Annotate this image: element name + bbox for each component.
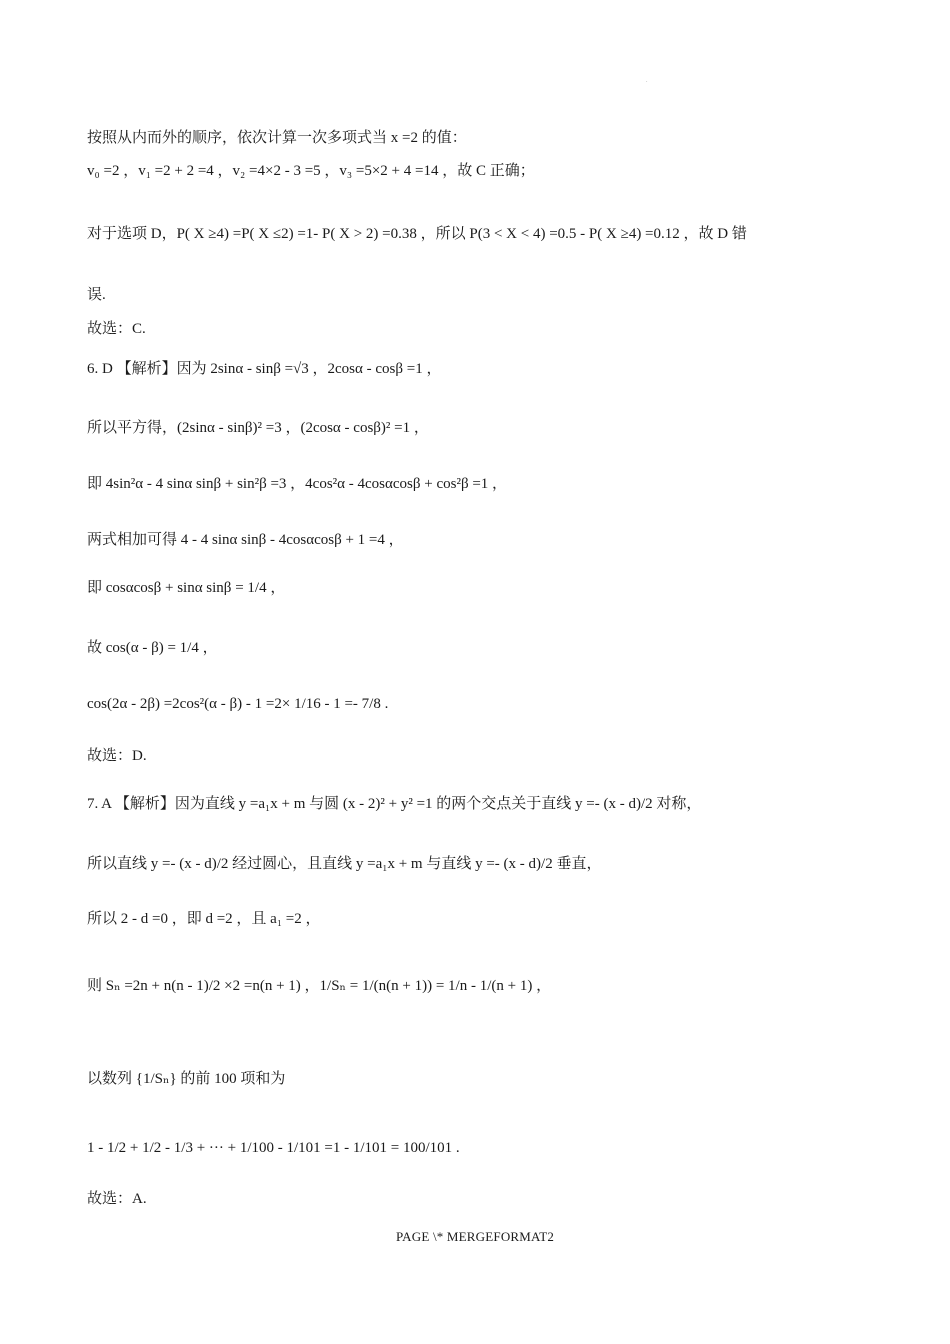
page-dot-mark: . <box>646 78 648 84</box>
text-line-7: 所以平方得，(2sinα - sinβ)² =3 ，(2cosα - cosβ)² =1 ， <box>87 420 429 436</box>
text-line-1: 按照从内而外的顺序，依次计算一次多项式当 x =2 的值： <box>87 130 467 146</box>
text-line-17: 则 Sₙ =2n + n(n - 1)/2 ×2 =n(n + 1) ，1/Sₙ = 1/(n(n + 1)) = 1/n - 1/(n + 1) ， <box>87 978 552 994</box>
text-line-5: 故选：C. <box>87 321 146 337</box>
text-line-9: 两式相加可得 4 - 4 sinα sinβ - 4cosαcosβ + 1 =4 ， <box>87 532 404 548</box>
text-line-8: 即 4sin²α - 4 sinα sinβ + sin²β =3 ，4cos²α - 4cosαcosβ + cos²β =1 ， <box>87 476 508 492</box>
text-line-4: 误. <box>87 287 106 303</box>
text-line-15: 所以直线 y =- (x - d)/2 经过圆心，且直线 y =a₁x + m 与直线 y =- (x - d)/2 垂直， <box>87 856 602 872</box>
text-line-16: 所以 2 - d =0 ，即 d =2 ，且 a₁ =2 ， <box>87 911 321 927</box>
page-footer: PAGE \* MERGEFORMAT2 <box>395 1229 555 1244</box>
text-line-6: 6. D 【解析】因为 2sinα - sinβ =√3 ，2cosα - cosβ =1 ， <box>87 361 442 377</box>
text-line-2: v₀ =2 ，v₁ =2 + 2 =4 ，v₂ =4×2 - 3 =5 ，v₃ =5×2 + 4 =14 ，故 C 正确； <box>87 163 535 179</box>
text-line-10: 即 cosαcosβ + sinα sinβ = 1/4 ， <box>87 580 286 596</box>
text-line-12: cos(2α - 2β) =2cos²(α - β) - 1 =2× 1/16 - 1 =- 7/8 . <box>87 696 389 712</box>
text-line-20: 故选：A. <box>87 1191 147 1207</box>
text-line-19: 1 - 1/2 + 1/2 - 1/3 + ··· + 1/100 - 1/101 =1 - 1/101 = 100/101 . <box>87 1140 460 1156</box>
text-line-3: 对于选项 D，P( X ≥4) =P( X ≤2) =1- P( X > 2) =0.38 ，所以 P(3 < X < 4) =0.5 - P( X ≥4) =0.12 ，故 D 错 <box>87 226 747 242</box>
text-line-11: 故 cos(α - β) = 1/4 ， <box>87 640 218 656</box>
text-line-18: 以数列 {1/Sₙ} 的前 100 项和为 <box>87 1071 286 1087</box>
text-line-14: 7. A 【解析】因为直线 y =a₁x + m 与圆 (x - 2)² + y² =1 的两个交点关于直线 y =- (x - d)/2 对称， <box>87 796 702 812</box>
text-line-13: 故选：D. <box>87 748 147 764</box>
